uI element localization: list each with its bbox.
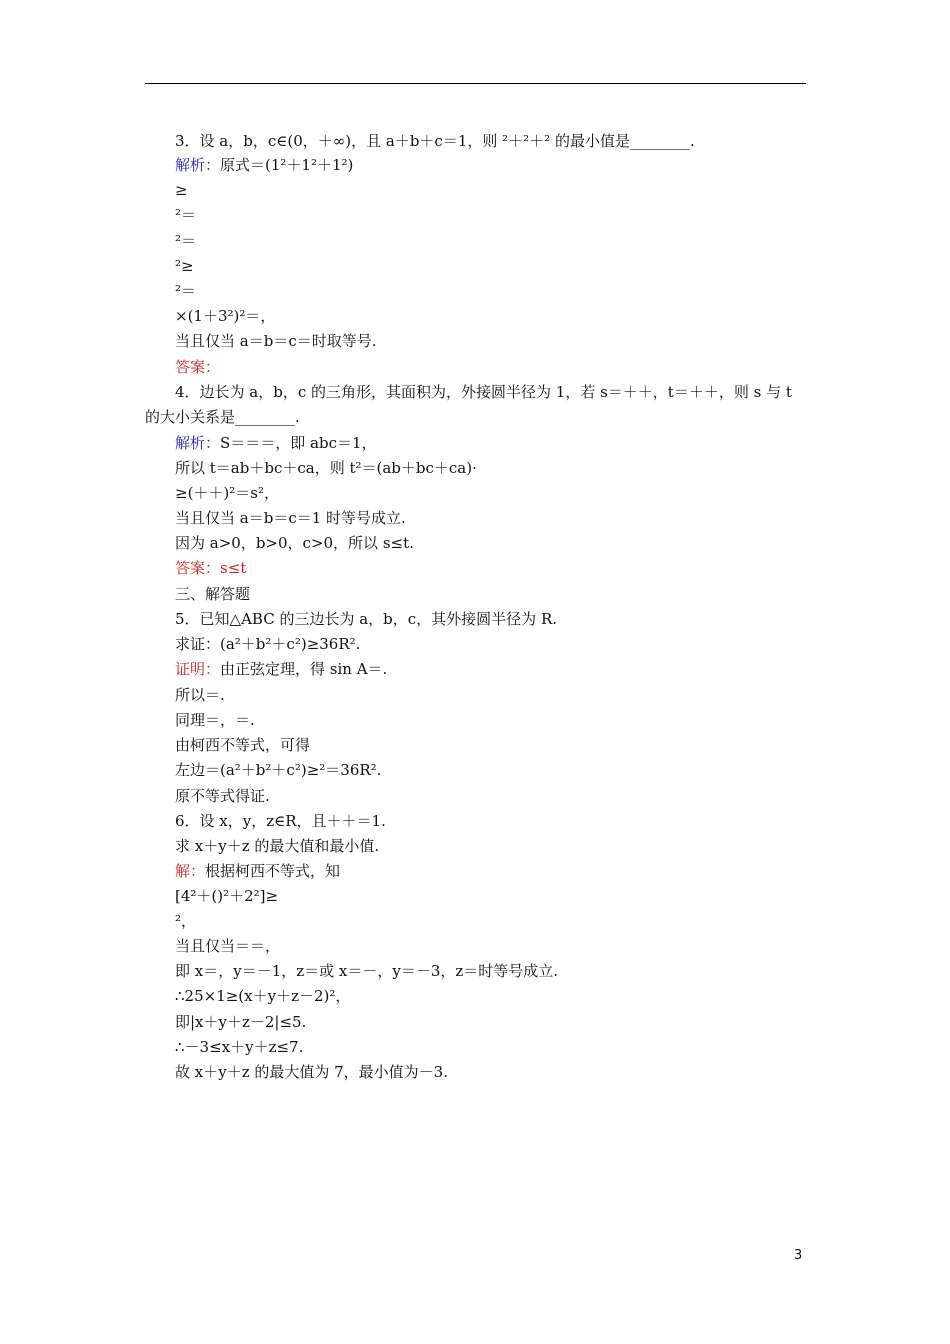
line-text: ×(1＋3²)²＝， — [175, 307, 276, 325]
text-line — [175, 155, 353, 175]
text-line — [175, 483, 279, 503]
line-text: ²＝ — [175, 232, 197, 250]
text-line — [175, 760, 381, 780]
text-line — [175, 710, 255, 730]
text-line — [175, 508, 406, 528]
line-text: 故 x＋y＋z 的最大值为 7，最小值为－3. — [175, 1063, 448, 1081]
line-text: 左边＝(a²＋b²＋c²)≥²＝36R². — [175, 761, 382, 779]
line-text: 所以＝. — [175, 686, 225, 704]
text-line — [175, 433, 377, 453]
line-text: 当且仅当 a＝b＝c＝时取等号. — [175, 332, 377, 350]
text-line — [175, 256, 194, 276]
line-text: 由柯西不等式，可得 — [175, 736, 311, 754]
text-line — [175, 936, 280, 956]
text-line — [175, 458, 477, 478]
text-line — [175, 911, 196, 931]
page-number: 3 — [794, 1248, 803, 1263]
text-line — [175, 685, 225, 705]
line-text: ²， — [175, 912, 197, 930]
line-text: 6．设 x，y，z∈R，且＋＋＝1. — [175, 812, 386, 830]
text-line — [175, 836, 379, 856]
text-line — [175, 205, 196, 225]
text-line — [145, 407, 300, 427]
text-line — [175, 533, 414, 553]
text-line — [175, 1037, 303, 1057]
text-line — [175, 131, 695, 151]
line-text: 同理＝，＝. — [175, 711, 255, 729]
line-text: 求 x＋y＋z 的最大值和最小值. — [175, 837, 380, 855]
line-text: 三、解答题 — [175, 585, 251, 603]
line-text: 当且仅当 a＝b＝c＝1 时等号成立. — [175, 509, 406, 527]
line-text: 4．边长为 a，b，c 的三角形，其面积为，外接圆半径为 1，若 s＝＋＋，t＝＋＋，则 s 与 t — [175, 383, 792, 401]
text-line — [175, 306, 275, 326]
line-text: 的大小关系是________. — [145, 408, 300, 426]
line-text: ²＝ — [175, 282, 197, 300]
line-text: 根据柯西不等式，知 — [205, 862, 341, 880]
line-text: ∴－3≤x＋y＋z≤7. — [175, 1038, 304, 1056]
line-text: 当且仅当＝＝， — [175, 937, 281, 955]
line-text: [4²＋()²＋2²]≥ — [175, 887, 279, 905]
proof-label: 证明： — [175, 660, 221, 678]
text-line — [175, 1012, 306, 1032]
text-line — [175, 331, 376, 351]
text-line — [175, 281, 196, 301]
line-text: 即|x＋y＋z－2|≤5. — [175, 1013, 307, 1031]
text-line — [175, 786, 270, 806]
text-line — [175, 180, 188, 200]
text-line — [175, 357, 220, 377]
line-text: S＝＝＝，即 abc＝1， — [220, 434, 377, 452]
line-text: 3．设 a，b，c∈(0，＋∞)，且 a＋b＋c＝1，则 ²＋²＋² 的最小值是________. — [175, 132, 695, 150]
line-text: ²＝ — [175, 206, 197, 224]
analysis-label: 解析： — [175, 434, 221, 452]
line-text: 因为 a>0，b>0，c>0，所以 s≤t. — [175, 534, 414, 552]
line-text: s≤t — [220, 559, 247, 577]
line-text: 即 x＝，y＝－1，z＝或 x＝－，y＝－3，z＝时等号成立. — [175, 962, 559, 980]
text-line — [175, 382, 792, 402]
text-line — [175, 609, 557, 629]
text-line — [175, 961, 558, 981]
line-text: 所以 t＝ab＋bc＋ca，则 t²＝(ab＋bc＋ca)· — [175, 459, 477, 477]
line-text: ≥(＋＋)²＝s²， — [175, 484, 279, 502]
answer-label: 答案： — [175, 559, 221, 577]
answer-label: 答案： — [175, 358, 221, 376]
header-rule — [145, 83, 806, 84]
text-line — [175, 811, 386, 831]
text-line — [175, 986, 350, 1006]
text-line — [175, 584, 250, 604]
solution-label: 解： — [175, 862, 206, 880]
line-text: 由正弦定理，得 sin A＝. — [220, 660, 388, 678]
text-line — [175, 735, 310, 755]
line-text: 5．已知△ABC 的三边长为 a，b，c，其外接圆半径为 R. — [175, 610, 558, 628]
text-line — [175, 1062, 448, 1082]
line-text: ∴25×1≥(x＋y＋z－2)²， — [175, 987, 351, 1005]
line-text: 求证：(a²＋b²＋c²)≥36R². — [175, 635, 361, 653]
text-line — [175, 886, 278, 906]
line-text: ²≥ — [175, 257, 194, 275]
text-line — [175, 231, 196, 251]
text-line — [175, 861, 340, 881]
analysis-label: 解析： — [175, 156, 221, 174]
text-line — [175, 659, 387, 679]
line-text: ≥ — [175, 181, 188, 199]
text-line — [175, 634, 360, 654]
text-line — [175, 558, 246, 578]
line-text: 原式＝(1²＋1²＋1²) — [220, 156, 354, 174]
line-text: 原不等式得证. — [175, 787, 270, 805]
